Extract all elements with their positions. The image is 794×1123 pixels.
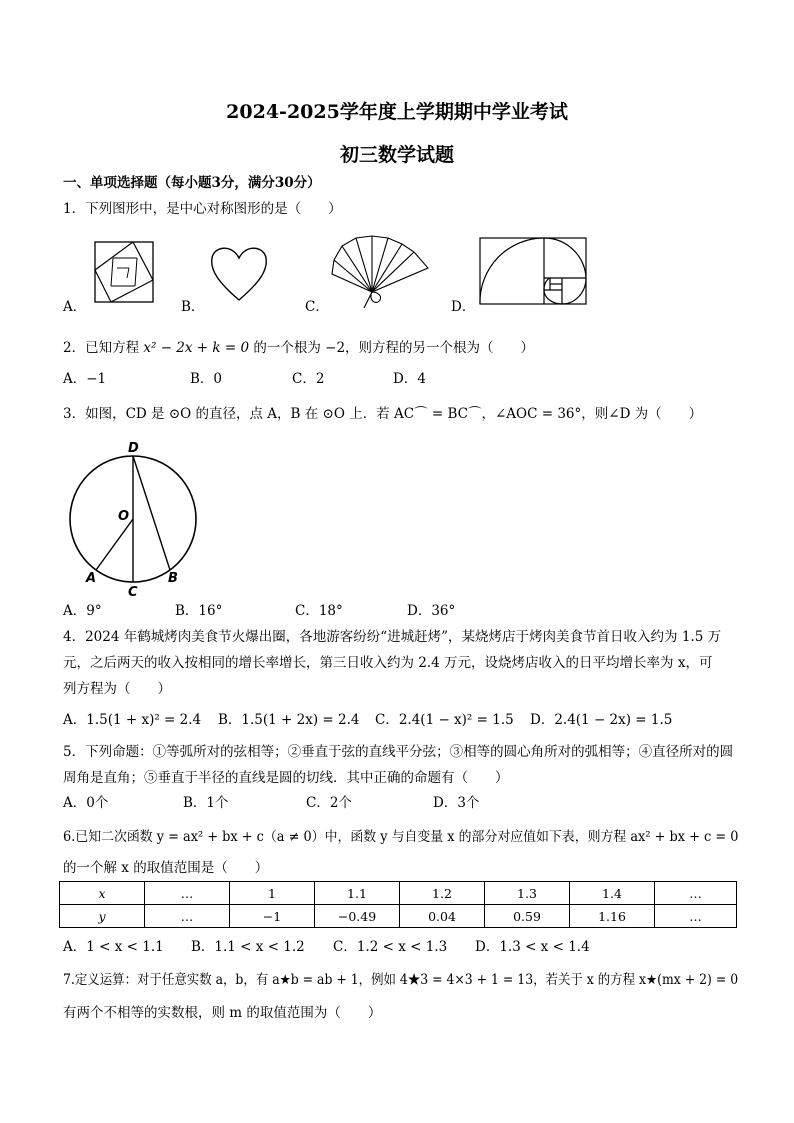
label-d: D: [128, 441, 139, 456]
q4-option-d[interactable]: D．2.4(1 − 2x) = 1.5: [530, 712, 673, 728]
q1-options: [63, 298, 563, 316]
table-cell: 1.4: [570, 882, 655, 905]
table-cell: 0.04: [400, 905, 485, 928]
label-b: B: [168, 571, 178, 586]
question-2: [63, 339, 534, 357]
q2-option-b[interactable]: B．0: [190, 371, 223, 387]
q6-option-a[interactable]: A．1 < x < 1.1: [63, 939, 164, 955]
value-table: [59, 881, 737, 928]
q4-option-b[interactable]: B．1.5(1 + 2x) = 2.4: [218, 712, 360, 728]
question-5-line-2: 周角是直角；⑤垂直于半径的直线是圆的切线．其中正确的命题有（ ）: [63, 770, 509, 786]
q5-option-b[interactable]: B．1个: [183, 795, 229, 811]
q2-text-a: 2．已知方程: [63, 340, 144, 356]
q2-option-a[interactable]: A．−1: [63, 371, 107, 387]
figure-circle-diagram: [58, 436, 208, 600]
label-a: A: [86, 571, 97, 586]
table-cell: −0.49: [315, 905, 400, 928]
table-cell: 1.16: [570, 905, 655, 928]
q5-option-d[interactable]: D．3个: [433, 795, 480, 811]
question-4-line-3: 列方程为（ ）: [63, 681, 171, 697]
q6-option-c[interactable]: C．1.2 < x < 1.3: [333, 939, 448, 955]
q2-options: [63, 370, 483, 388]
table-row-x: [60, 882, 737, 905]
q4-options: [63, 711, 673, 729]
q2-text-b: 的一个根为 −2，则方程的另一个根为（ ）: [249, 340, 535, 356]
q2-option-d[interactable]: D．4: [393, 371, 426, 387]
question-6-line-2: 的一个解 x 的取值范围是（ ）: [63, 860, 269, 876]
table-cell: …: [655, 882, 737, 905]
question-7-line-2: 有两个不相等的实数根，则 m 的取值范围为（ ）: [63, 1005, 382, 1021]
label-c: C: [128, 585, 138, 600]
section-heading: 一、单项选择题（每小题3分，满分30分）: [63, 175, 321, 191]
question-7-line-1: 7.定义运算：对于任意实数 a，b，有 a★b = ab + 1，例如 4★3 = 4×3 + 1 = 13，若关于 x 的方程 x★(mx + 2) = 0: [63, 972, 739, 988]
q4-option-c[interactable]: C．2.4(1 − x)² = 1.5: [375, 712, 514, 728]
q3-option-c[interactable]: C．18°: [295, 603, 343, 619]
table-cell: …: [655, 905, 737, 928]
question-1: 1．下列图形中，是中心对称图形的是（ ）: [63, 201, 342, 217]
question-5-line-1: 5．下列命题：①等弧所对的弦相等；②垂直于弦的直线平分弦；③相等的圆心角所对的弧相等；④直径所对的圆: [63, 744, 734, 760]
table-cell: y: [60, 905, 145, 928]
table-cell: 1: [230, 882, 315, 905]
table-cell: 1.3: [485, 882, 570, 905]
table-row-y: [60, 905, 737, 928]
label-o: O: [118, 509, 130, 524]
q1-option-d[interactable]: D．: [451, 299, 476, 315]
q6-option-d[interactable]: D．1.3 < x < 1.4: [475, 939, 590, 955]
q3-option-b[interactable]: B．16°: [175, 603, 223, 619]
q5-option-c[interactable]: C．2个: [306, 795, 352, 811]
q6-option-b[interactable]: B．1.1 < x < 1.2: [191, 939, 305, 955]
exam-subtitle: 初三数学试题: [339, 144, 454, 166]
question-3: 3．如图，CD 是 ⊙O 的直径，点 A，B 在 ⊙O 上．若 AC⌒ = BC⌒，∠AOC = 36°，则∠D 为（ ）: [63, 406, 703, 422]
q3-option-a[interactable]: A．9°: [63, 603, 102, 619]
table-cell: …: [145, 905, 230, 928]
q3-option-d[interactable]: D．36°: [407, 603, 456, 619]
q6-options: [63, 938, 623, 956]
question-6-line-1: 6.已知二次函数 y = ax² + bx + c（a ≠ 0）中，函数 y 与自变量 x 的部分对应值如下表，则方程 ax² + bx + c = 0: [63, 829, 739, 845]
q2-option-c[interactable]: C．2: [292, 371, 325, 387]
table-cell: …: [145, 882, 230, 905]
figure-golden-spiral: [478, 236, 590, 306]
question-4-line-2: 元，之后两天的收入按相同的增长率增长，第三日收入约为 2.4 万元，设烧烤店收入的日平均增长率为 x，可: [63, 655, 713, 671]
figure-pinwheel-square: [93, 240, 157, 306]
table-cell: −1: [230, 905, 315, 928]
table-cell: 1.1: [315, 882, 400, 905]
table-cell: 0.59: [485, 905, 570, 928]
table-cell: 1.2: [400, 882, 485, 905]
q1-option-b[interactable]: B．: [181, 299, 205, 315]
q1-option-a[interactable]: A．: [63, 299, 87, 315]
q1-option-c[interactable]: C．: [305, 299, 329, 315]
q5-options: [63, 794, 503, 812]
table-cell: x: [60, 882, 145, 905]
exam-title: 2024-2025学年度上学期期中学业考试: [226, 101, 568, 123]
q5-option-a[interactable]: A．0个: [63, 795, 109, 811]
q2-equation: x² − 2x + k = 0: [143, 340, 250, 356]
question-4-line-1: 4．2024 年鹤城烤肉美食节火爆出圈，各地游客纷纷“进城赶烤”，某烧烤店于烤肉美食节首日收入约为 1.5 万: [63, 629, 722, 645]
q4-option-a[interactable]: A．1.5(1 + x)² = 2.4: [63, 712, 202, 728]
q3-options: [63, 602, 483, 620]
figure-heart: [208, 242, 270, 304]
